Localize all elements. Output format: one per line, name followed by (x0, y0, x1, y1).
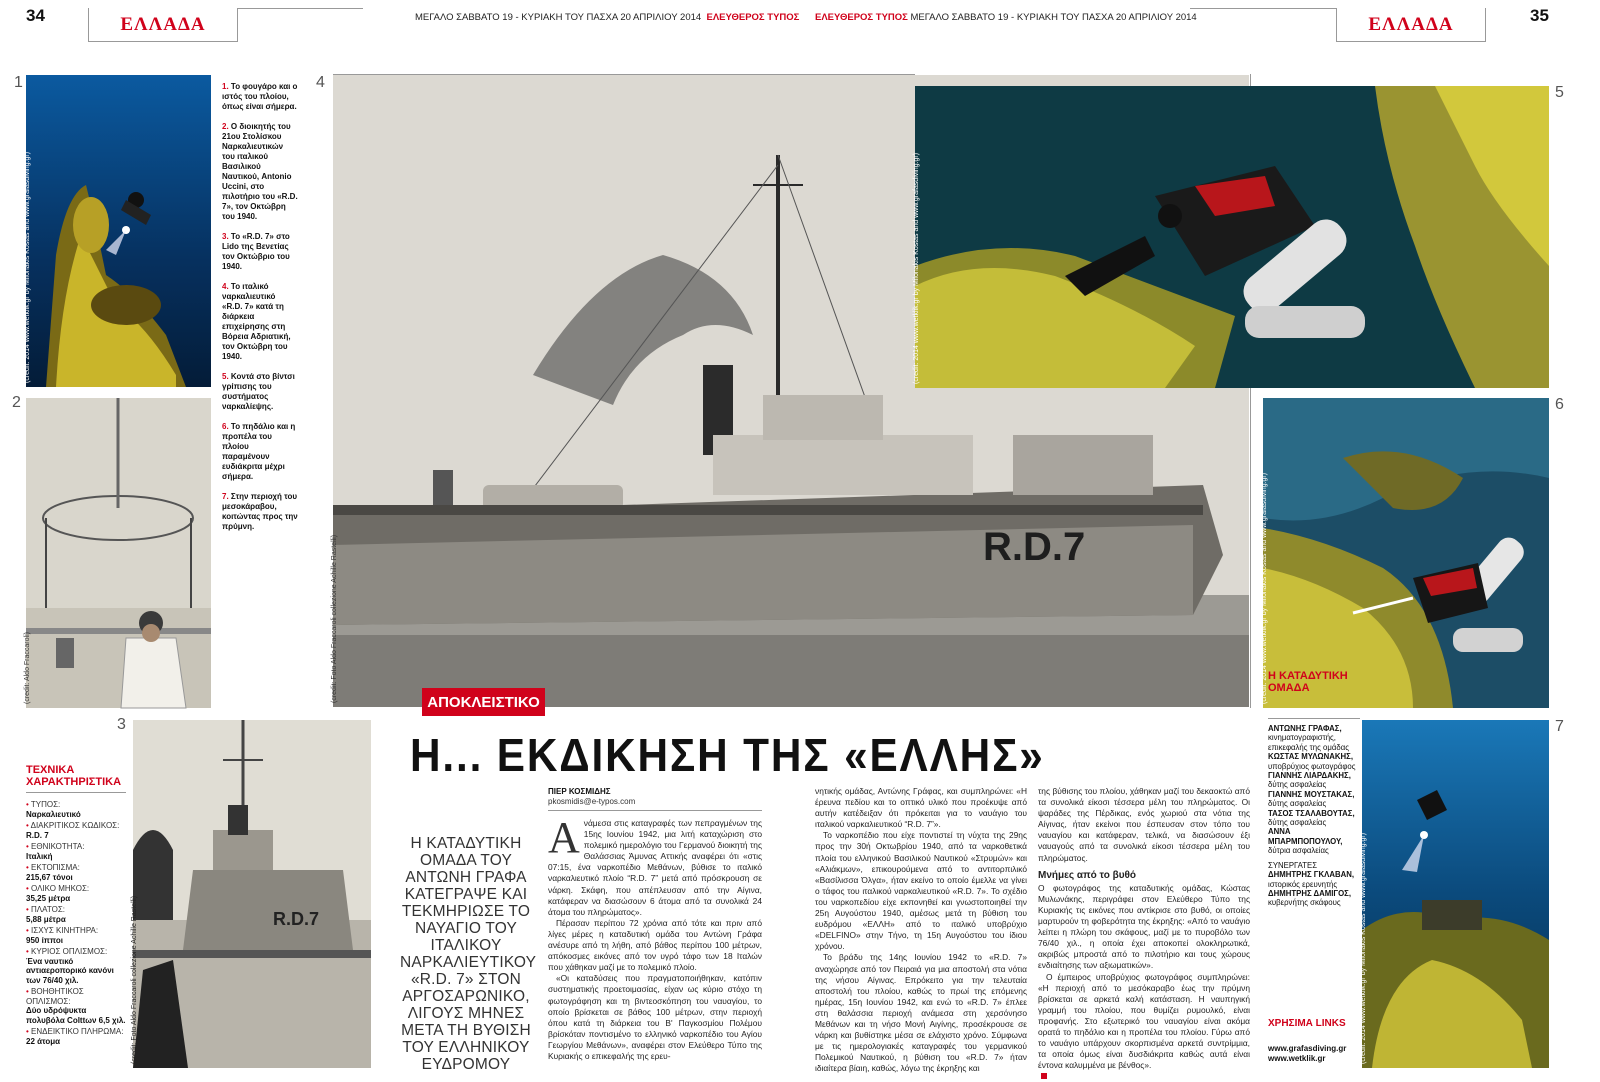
tech-specs-title: ΤΕΧΝΙΚΑ ΧΑΡΑΚΤΗΡΙΣΤΙΚΑ (26, 764, 122, 788)
caption-1: 1. Το φουγάρο και ο ιστός του πλοίου, όπως είναι σήμερα. (222, 82, 298, 111)
photo-1-diver (26, 75, 211, 387)
team-list (1268, 724, 1360, 908)
photo-6-image (1263, 398, 1549, 708)
photo-3-credit: (credit: Foto Aldo Fraccaroli collezione Achille Rastelli) (131, 895, 138, 1064)
team-rule (1268, 718, 1360, 719)
subheading: Μνήμες από το βυθό (1038, 869, 1137, 881)
caption-2: 2. Ο διοικητής του 21ου Στολίσκου Ναρκαλιευτικών του ιταλικού Βασιλικού Ναυτικού, Antonio Uccini, στο πιλοτήριο του «R.D. 7», τον Οκτώβρη του 1940. (222, 122, 298, 221)
photo-number-4: 4 (316, 74, 325, 91)
exclusive-badge: ΑΠΟΚΛΕΙΣΤΙΚΟ (422, 688, 545, 716)
article-headline: Η... ΕΚΔΙΚΗΣΗ ΤΗΣ «ΕΛΛΗΣ» (410, 729, 1045, 781)
page-number-right: 35 (1530, 6, 1549, 25)
caption-7: 7. Στην περιοχή του μεσοκάραβου, κοιτώντας προς την πρύμνη. (222, 492, 298, 531)
photo-3-ship-harbor (133, 720, 371, 1068)
photo-5-credit: (credit: 2014 www.wetklik.gr by Milonakis Kostas and www.grafasdiving.gr) (913, 152, 920, 384)
paragraph: της βύθισης του πλοίου, χάθηκαν μαζί του δεκαοκτώ από τα συνολικά είκοσι τέσσερα μέλη του πληρώματος. Οι ψαράδες της Πέρδικας, ενός χωριού στα νότια της Αίγινας, ήταν εκείνοι που έσπευσαν στον τόπο του ναυαγίου και κατάφεραν, τελικά, να διασώσουν έξι ναυαγούς από τα συνολικά είκοσι τέσσερα μέλη του πληρώματος. (1038, 786, 1250, 863)
tech-specs-list (26, 800, 126, 1048)
running-head-right: ΕΛΕΥΘΕΡΟΣ ΤΥΠΟΣ ΜΕΓΑΛΟ ΣΑΒΒΑΤΟ 19 - ΚΥΡΙΑΚΗ ΤΟΥ ΠΑΣΧΑ 20 ΑΠΡΙΛΙΟΥ 2014 (815, 12, 1197, 23)
paragraph: νητικής ομάδας, Αντώνης Γράφας, και συμπληρώνει: «Η έρευνα πεδίου και το οπτικό υλικό που προέκυψε από αυτήν κατέδειξαν ότι πρόκειται για το ναυάγιο του ιταλικού ναρκαλιευτικού “R.D. 7”». (815, 786, 1027, 830)
tech-row: • ΕΘΝΙΚΟΤΗΤΑ: Ιταλική (26, 842, 126, 861)
collaborator: ΔΗΜΗΤΡΗΣ ΓΚΛΑΒΑΝ, ιστορικός ερευνητής (1268, 870, 1355, 889)
links-list (1268, 1044, 1360, 1064)
tech-row: • ΕΚΤΟΠΙΣΜΑ: 215,67 τόνοι (26, 863, 126, 882)
paragraph: Ο έμπειρος υποβρύχιος φωτογράφος συμπληρώνει: «Η περιοχή από το μεσόκαραβο έως την πρύμνη βρίσκεται σε αρκετά καλή κατάσταση. Η ναυπηγική γραμμή του πλοίου, που θυμίζει ρυμουλκό, είναι προφανής. Στο εξωτερικό του ναυαγίου είναι ακόμα ορατά το πηδάλιο και η προπέλα του πλοίου. Γύρω από το ναυάγιο υπάρχουν σκορπισμένα αρκετά συντρίμμια, τα οποία όμως είναι δυσδιάκριτα καθώς αυτά είναι έντονα καλυμμένα με βένθος». (1038, 971, 1250, 1071)
article-deck: Η ΚΑΤΑΔΥΤΙΚΗ ΟΜΑΔΑ ΤΟΥ ΑΝΤΩΝΗ ΓΡΑΦΑ ΚΑΤΕΓΡΑΨΕ ΚΑΙ ΤΕΚΜΗΡΙΩΣΕ ΤΟ ΝΑΥΑΓΙΟ ΤΟΥ ΙΤΑΛΙΚΟΥ ΝΑΡΚΑΛΙΕΥΤΙΚΟΥ «R.D. 7» ΣΤΟΝ ΑΡΓΟΣΑΡΩΝΙΚΟ, ΛΙΓΟΥΣ ΜΗΝΕΣ ΜΕΤΑ ΤΗ ΒΥΘΙΣΗ ΤΟΥ ΕΛΛΗΝΙΚΟΥ ΕΥΔΡΟΜΟΥ (400, 835, 537, 1073)
photo-7-credit: (credit: 2014 www.wetklik.gr by Milonakis Kostas and www.grafasdiving.gr) (1360, 832, 1367, 1064)
team-title: Η ΚΑΤΑΔΥΤΙΚΗ ΟΜΑΔΑ (1268, 670, 1348, 694)
photo-2-image (26, 398, 211, 708)
team-member: ΓΙΑΝΝΗΣ ΛΙΑΡΔΑΚΗΣ, δύτης ασφαλείας (1268, 771, 1351, 790)
team-member: ΑΝΝΑ ΜΠΑΡΜΠΟΠΟΥΛΟΥ, δύτρια ασφαλείας (1268, 827, 1343, 856)
photo-6-diver-rudder (1263, 398, 1549, 708)
photo-5-image (915, 86, 1549, 388)
byline-rule (548, 810, 762, 811)
photo-1-image (26, 75, 211, 387)
link-wetklik[interactable]: www.wetklik.gr (1268, 1054, 1326, 1063)
header-rule-left (238, 8, 363, 9)
caption-5: 5. Κοντά στο βίντσι γρίπισης του συστήματος ναρκαλίεψης. (222, 372, 295, 411)
team-member: ΑΝΤΩΝΗΣ ΓΡΑΦΑΣ, κινηματογραφιστής, επικεφαλής της ομάδας (1268, 724, 1349, 752)
links-title: ΧΡΗΣΙΜΑ LINKS (1268, 1018, 1346, 1029)
photo-1-credit: (credit: 2014 www.wetklik.gr by Milonakis Kostas and www.grafasdiving.gr) (24, 151, 31, 383)
caption-6: 6. Το πηδάλιο και η προπέλα του πλοίου παραμένουν ευδιάκριτα μέχρι σήμερα. (222, 422, 296, 481)
team-member: ΓΙΑΝΝΗΣ ΜΟΥΣΤΑΚΑΣ, δύτης ασφαλείας (1268, 789, 1355, 809)
photo-4-hull-mark: R.D.7 (983, 525, 1086, 569)
photo-number-1: 1 (14, 74, 23, 91)
article-column-3 (1038, 786, 1250, 1071)
article-column-1 (548, 813, 762, 1068)
caption-4: 4. Το ιταλικό ναρκαλιευτικό «R.D. 7» κατά τη διάρκεια επιχείρησης στη Βόρεια Αδριατική, τον Οκτώβρη του 1940. (222, 282, 291, 361)
paragraph: Το βράδυ της 14ης Ιουνίου 1942 το «R.D. 7» αναχώρησε από τον Πειραιά για μια αποστολή στα νότια της νήσου Αίγινας. Επρόκειτο για την τελευταία αποστολή του πλοίου, καθώς το πρωί της επόμενης ημέρας, 15η Ιουνίου 1942, και ενώ το «R.D. 7» έπλεε στη θαλάσσια περιοχή ανάμεσα στη χερσόνησο Μεθάνων και τη νήσο Μονή Αιγίνης, προσέκρουσε σε νάρκη και βυθίστηκε μέσα σε ελάχιστο χρόνο. Σύμφωνα με τις ημερολογιακές καταγραφές του γερμανικού Πολεμικού Ναυτικού, η βύθιση του «R.D. 7» ήταν ιδιαίτερα βίαιη, καθώς, λόγω της έκρηξης και (815, 952, 1027, 1074)
team-member: ΤΑΣΟΣ ΤΣΑΛΑΒΟΥΤΑΣ, δύτης ασφαλείας (1268, 808, 1355, 828)
photo-7-diver-wreck (1362, 720, 1549, 1068)
drop-cap: Α (548, 813, 580, 862)
tech-row: • ΕΝΔΕΙΚΤΙΚΟ ΠΛΗΡΩΜΑ: 22 άτομα (26, 1027, 126, 1046)
photo-captions (222, 82, 298, 542)
photo-2-credit: (credit: Aldo Fraccaroli) (24, 632, 31, 704)
tech-row: • ΤΥΠΟΣ: Ναρκαλιευτικό (26, 800, 126, 819)
collaborators-label: ΣΥΝΕΡΓΑΤΕΣ (1268, 860, 1318, 870)
photo-7-image (1362, 720, 1549, 1068)
paragraph: Πέρασαν περίπου 72 χρόνια από τότε και πριν από λίγες μέρες η καταδυτική ομάδα του Αντώνη Γράφα ανέσυρε από τη λήθη, από βάθος περίπου 100 μέτρων, απόκοσμες εικόνες από τον υγρό τάφο των 18 Ιταλών που χάθηκαν μαζί με το πολεμικό πλοίο. (548, 917, 762, 973)
running-head-left: ΜΕΓΑΛΟ ΣΑΒΒΑΤΟ 19 - ΚΥΡΙΑΚΗ ΤΟΥ ΠΑΣΧΑ 20 ΑΠΡΙΛΙΟΥ 2014 ΕΛΕΥΘΕΡΟΣ ΤΥΠΟΣ (415, 12, 800, 23)
photo-6-credit: (credit: 2014 www.wetklik.gr by Milonakis Kostas and www.grafasdiving.gr) (1261, 472, 1268, 704)
photo-number-5: 5 (1555, 84, 1564, 101)
paragraph: νάμεσα στις καταγραφές των πεπραγμένων της 15ης Ιουνίου 1942, μια λιτή καταχώριση στο πολεμικό ημερολόγιο του Γερμανού διοικητή της Θαλάσσιας Άμυνας Αττικής αναφέρει ότι «στις 07:15, ένα ναρκοπέδιο Μεθάνων, βύθισε το ιταλικό ναρκαλιευτικό πλοίο “R.D. 7” μετά από πρόσκρουση σε νάρκη. Σκάφη, που απέπλευσαν από την Αίγινα, κατάφεραν να διασώσουν 6 άτομα από τα συνολικά 24 άτομα του πληρώματος». (548, 818, 762, 917)
paragraph: Το ναρκοπέδιο που είχε ποντιστεί τη νύχτα της 29ης προς την 30ή Οκτωβρίου 1940, από τα ναρκοθετικά πλοία του ελληνικού Βασιλικού Ναυτικού «Στρυμών» και «Αλιάκμων», επικουρούμενα από το αντιτορπιλικό «Βασίλισσα Όλγα», ήταν εκείνο το οποίο έμελλε να γίνει ο τάφος του ιταλικού ναρκαλιευτικού «R.D. 7». Το σχέδιο του ναρκοπεδίου είχε εκπονηθεί και γνωστοποιηθεί την 25η Αυγούστου 1940, αμέσως μετά τη βύθιση του ευδρόμου «ΕΛΛΗ» από το ιταλικό υποβρύχιο «DELFINO» στην Τήνο, τη 15η Αυγούστου του ίδιου χρόνου. (815, 830, 1027, 952)
header-rule-right (1190, 8, 1336, 9)
photo-2-officer (26, 398, 211, 708)
tech-specs-rule (26, 792, 126, 793)
photo-number-2: 2 (12, 394, 21, 411)
caption-3: 3. Το «R.D. 7» στο Lido της Βενετίας τον Οκτώβριο του 1940. (222, 232, 290, 271)
photo-5-diver-tanks (915, 86, 1549, 388)
tech-row: • ΠΛΑΤΟΣ: 5,88 μέτρα (26, 905, 126, 924)
tech-row: • ΒΟΗΘΗΤΙΚΟΣ ΟΠΛΙΣΜΟΣ: Δύο υδρόψυκτα πολυβόλα Colttων 6,5 χιλ. (26, 987, 126, 1025)
page-number-left: 34 (26, 6, 45, 25)
tech-row: • ΔΙΑΚΡΙΤΙΚΟΣ ΚΩΔΙΚΟΣ: R.D. 7 (26, 821, 126, 840)
tech-row: • ΙΣΧΥΣ ΚΙΝΗΤΗΡΑ: 950 ίπποι (26, 926, 126, 945)
tech-row: • ΟΛΙΚΟ ΜΗΚΟΣ: 35,25 μέτρα (26, 884, 126, 903)
paragraph: Ο φωτογράφος της καταδυτικής ομάδας, Κώστας Μυλωνάκης, περιγράφει στον Ελεύθερο Τύπο της Κυριακής τις εικόνες που αντίκρισε στο βυθό, οι οποίες μαρτυρούν τη φοβερότητα της έκρηξης: «Από το ναυάγιο λείπει η πλώρη του σκάφους, μαζί με το πυροβόλο των 76/40 χιλ., η οποία έχει αποκοπεί ολοκληρωτικά, ακριβώς μπροστά από το πιλοτήριο και τους χώρους ενδιαίτησης των αξιωματικών». (1038, 882, 1250, 971)
photo-3-hull-mark: R.D.7 (273, 909, 320, 929)
link-grafasdiving[interactable]: www.grafasdiving.gr (1268, 1044, 1347, 1053)
photo-number-6: 6 (1555, 396, 1564, 413)
section-label-right: ΕΛΛΑΔΑ (1336, 8, 1486, 42)
article-column-2 (815, 786, 1027, 1074)
paragraph: «Οι καταδύσεις που πραγματοποιήθηκαν, κατόπιν συστηματικής προετοιμασίας, είχαν ως κύριο στόχο τη φωτογράφηση και τη βιντεοσκόπηση του ναυαγίου, το οποίο βρίσκεται σε βάθος 100 μέτρων, στην περιοχή όπου κατά τη διάρκεια του Β' Παγκοσμίου Πολέμου βρίσκόταν ποντισμένο το ελληνικό ναρκοπέδιο του Αγίου Γεωργίου Μεθάνων», αναφέρει στον Ελεύθερο Τύπο της Κυριακής ο επικεφαλής της ερευ- (548, 973, 762, 1061)
photo-4-credit: (credit: Foto Aldo Fraccaroli collezione Achille Rastelli) (331, 534, 338, 703)
tech-row: • ΚΥΡΙΟΣ ΟΠΛΙΣΜΟΣ: Ένα ναυτικό αντιαεροπορικό κανόνι των 76/40 χιλ. (26, 947, 126, 985)
section-label-left: ΕΛΛΑΔΑ (88, 8, 238, 42)
team-member: ΚΩΣΤΑΣ ΜΥΛΩΝΑΚΗΣ, υποβρύχιος φωτογράφος (1268, 752, 1356, 771)
photo-number-3: 3 (117, 716, 126, 733)
end-mark-icon (1041, 1073, 1047, 1079)
photo-3-image (133, 720, 371, 1068)
collaborator: ΔΗΜΗΤΡΗΣ ΔΑΜΙΓΟΣ, κυβερνήτης σκάφους (1268, 888, 1352, 908)
byline-email: pkosmidis@e-typos.com (548, 797, 636, 806)
photo-number-7: 7 (1555, 718, 1564, 735)
byline: ΠΙΕΡ ΚΟΣΜΙΔΗΣ (548, 787, 611, 796)
